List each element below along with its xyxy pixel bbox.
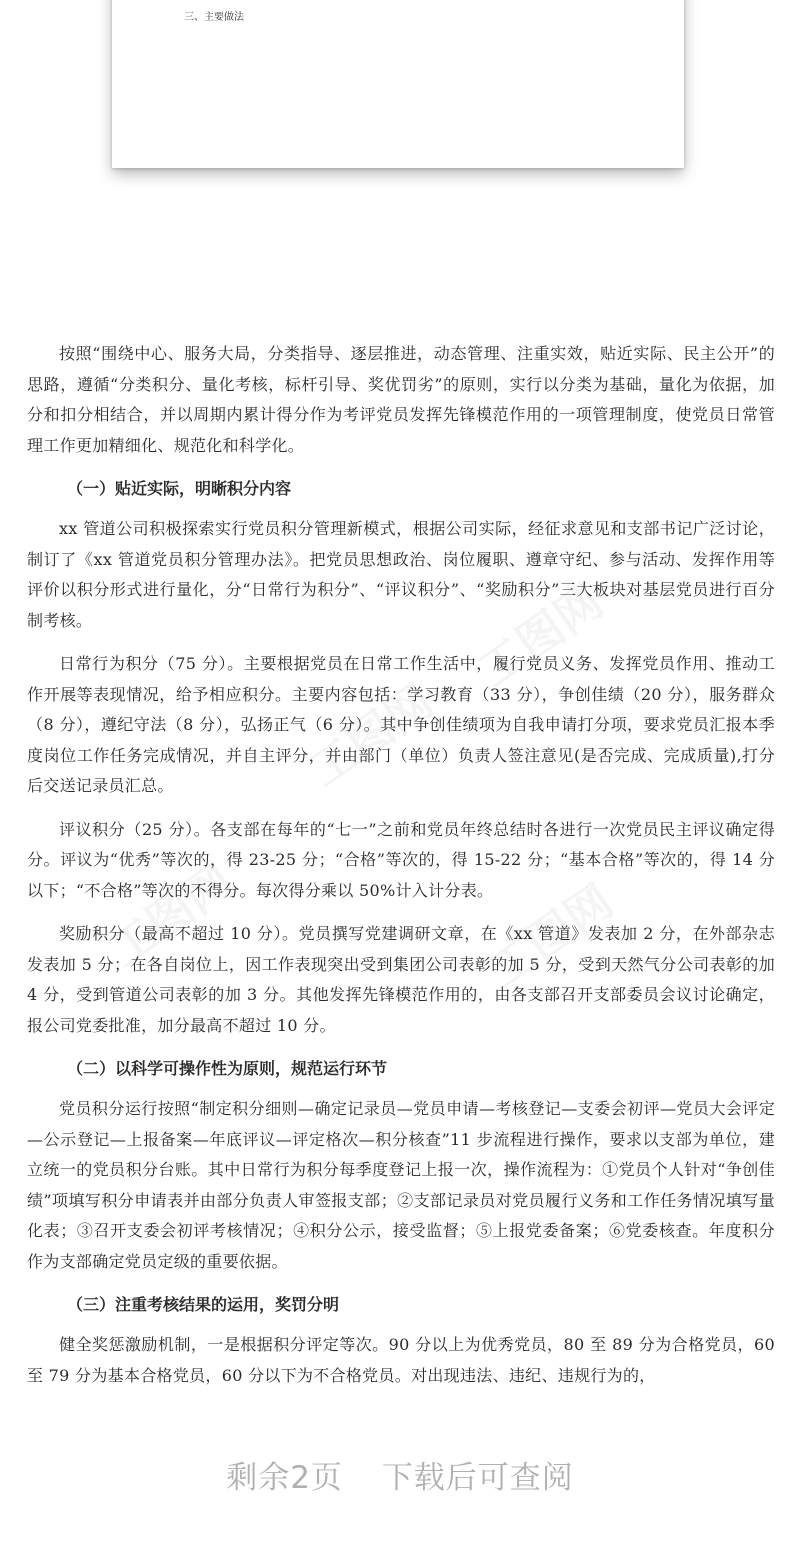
paragraph: 党员积分运行按照“制定积分细则—确定记录员—党员申请—考核登记—支委会初评—党员大会评定—公示登记—上报备案—年底评议—评定格次—积分核查”11 步流程进行操作，要求以支部为单位，建立统一的党员积分台账。其中日常行为积分每季度登记上报一次，操作流程为：①党员个人针对“争创佳绩”项填写积分申请表并由部分负责人审签报支部；②支部记录员对党员履行义务和工作任务情况填写量化表；③召开支委会初评考核情况；④积分公示，接受监督；⑤上报党委备案；⑥党委核查。年度积分作为支部确定党员定级的重要依据。 <box>27 1099 775 1271</box>
download-hint-text: 下载后可查阅 <box>381 1460 574 1496</box>
document-body <box>27 339 775 1404</box>
paragraph: 奖励积分（最高不超过 10 分）。党员撰写党建调研文章，在《xx 管道》发表加 2 分，在外部杂志发表加 5 分；在各自岗位上，因工作表现突出受到集团公司表彰的加 5 分，受到天然气分公司表彰的加 4 分，受到管道公司表彰的加 3 分。其他发挥先锋模范作用的，由各支部召开支部委员会议讨论确定，报公司党委批准，加分最高不超过 10 分。 <box>27 924 775 1035</box>
section-heading: （一）贴近实际，明晰积分内容 <box>67 479 292 498</box>
preview-section-heading: 三、主要做法 <box>184 12 244 23</box>
paragraph: 日常行为积分（75 分）。主要根据党员在日常工作生活中，履行党员义务、发挥党员作用、推动工作开展等表现情况，给予相应积分。主要内容包括：学习教育（33 分），争创佳绩（20 分），服务群众（8 分），遵纪守法（8 分），弘扬正气（6 分）。其中争创佳绩项为自我申请打分项，要求党员汇报本季度岗位工作任务完成情况，并自主评分，并由部门（单位）负责人签注意见(是否完成、完成质量),打分后交送记录员汇总。 <box>27 654 775 795</box>
section-heading: （三）注重考核结果的运用，奖罚分明 <box>67 1295 340 1314</box>
paragraph: 评议积分（25 分）。各支部在每年的“七一”之前和党员年终总结时各进行一次党员民主评议确定得分。评议为“优秀”等次的，得 23-25 分；“合格”等次的，得 15-22 分；“基本合格”等次的，得 14 分以下；“不合格”等次的不得分。每次得分乘以 50%计入计分表。 <box>27 819 775 900</box>
paragraph: 按照“围绕中心、服务大局，分类指导、逐层推进，动态管理、注重实效，贴近实际、民主公开”的思路，遵循“分类积分、量化考核，标杆引导、奖优罚劣”的原则，实行以分类为基础，量化为依据，加分和扣分相结合，并以周期内累计得分作为考评党员发挥先锋模范作用的一项管理制度，使党员日常管理工作更加精细化、规范化和科学化。 <box>27 344 775 455</box>
remaining-pages-banner[interactable] <box>0 1452 800 1497</box>
section-heading: （二）以科学可操作性为原则，规范运行环节 <box>67 1059 388 1078</box>
remaining-pages-text: 剩余2页 <box>226 1460 343 1496</box>
paragraph: 健全奖惩激励机制，一是根据积分评定等次。90 分以上为优秀党员，80 至 89 分为合格党员，60 至 79 分为基本合格党员，60 分以下为不合格党员。对出现违法、违纪、违规行为的， <box>27 1335 775 1385</box>
document-preview-card <box>112 0 684 168</box>
paragraph: xx 管道公司积极探索实行党员积分管理新模式，根据公司实际，经征求意见和支部书记广泛讨论，制订了《xx 管道党员积分管理办法》。把党员思想政治、岗位履职、遵章守纪、参与活动、发挥作用等评价以积分形式进行量化，分“日常行为积分”、“评议积分”、“奖励积分”三大板块对基层党员进行百分制考核。 <box>27 519 775 630</box>
